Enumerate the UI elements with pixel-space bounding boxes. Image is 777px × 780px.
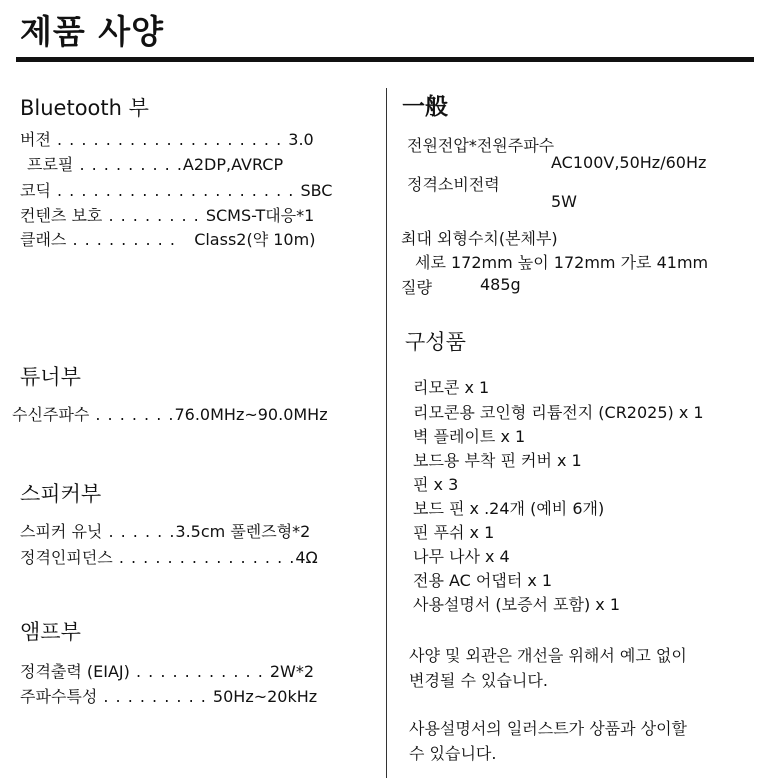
spec-label: 주파수특성	[20, 687, 98, 706]
components-heading: 구성품	[405, 330, 466, 354]
spec-value: 50Hz~20kHz	[212, 687, 318, 706]
spec-label: 컨텐츠 보호	[20, 206, 103, 225]
weight-value: 485g	[480, 275, 521, 294]
list-item: 핀 푸쉬 x 1	[413, 523, 495, 542]
spec-value: 3.0	[288, 130, 314, 149]
spec-label: 버젼	[20, 130, 51, 149]
dimension-label: 최대 외형수치(본체부)	[401, 229, 558, 248]
general-heading: 一般	[402, 94, 448, 120]
power-label: 전원전압*전원주파수	[407, 136, 555, 155]
spec-row-version: 버젼 . . . . . . . . . . . . . . . . . . . 3.0	[20, 130, 314, 149]
note-line: 사양 및 외관은 개선을 위해서 예고 없이	[409, 646, 687, 665]
spec-value: A2DP,AVRCP	[182, 155, 284, 174]
column-divider	[386, 88, 387, 778]
spec-label: 정격인피던스	[20, 548, 113, 567]
list-item: 나무 나사 x 4	[413, 547, 510, 566]
spec-value: 3.5cm 풀렌즈형*2	[175, 522, 311, 541]
note-line: 변경될 수 있습니다.	[409, 671, 548, 690]
bluetooth-heading: Bluetooth 부	[20, 96, 149, 120]
page-title: 제품 사양	[20, 12, 165, 51]
spec-value: 4Ω	[295, 548, 318, 567]
spec-row-content-protection: 컨텐츠 보호 . . . . . . . . SCMS-T대응*1	[20, 206, 315, 225]
spec-label: 코딕	[20, 181, 51, 200]
consumption-label: 정격소비전력	[407, 175, 500, 194]
spec-row-codec: 코딕 . . . . . . . . . . . . . . . . . . . . SBC	[20, 181, 333, 200]
list-item: 보드용 부착 핀 커버 x 1	[413, 451, 582, 470]
spec-row-frequency: 수신주파수 . . . . . . .76.0MHz~90.0MHz	[12, 405, 328, 424]
spec-row-speaker-unit: 스피커 유닛 . . . . . .3.5cm 풀렌즈형*2	[20, 522, 311, 541]
list-item: 리모콘 x 1	[413, 378, 490, 397]
list-item: 보드 핀 x .24개 (예비 6개)	[413, 499, 605, 518]
spec-label: 수신주파수	[12, 405, 90, 424]
spec-row-impedance: 정격인피던스 . . . . . . . . . . . . . . .4Ω	[20, 548, 318, 567]
list-item: 벽 플레이트 x 1	[413, 427, 526, 446]
spec-label: 프로필	[27, 155, 74, 174]
weight-label: 질량	[401, 278, 432, 297]
power-value: AC100V,50Hz/60Hz	[551, 153, 707, 172]
spec-value: 76.0MHz~90.0MHz	[174, 405, 328, 424]
spec-value: SCMS-T대응*1	[205, 206, 315, 225]
consumption-value: 5W	[551, 192, 577, 211]
spec-row-frequency-response: 주파수특성 . . . . . . . . . 50Hz~20kHz	[20, 687, 318, 706]
list-item: 리모콘용 코인형 리튬전지 (CR2025) x 1	[413, 403, 704, 422]
spec-value: SBC	[300, 181, 333, 200]
note-line: 사용설명서의 일러스트가 상품과 상이할	[409, 719, 688, 738]
spec-label: 클래스	[20, 230, 67, 249]
amp-heading: 앰프부	[20, 620, 81, 644]
spec-row-output: 정격출력 (EIAJ) . . . . . . . . . . . 2W*2	[20, 662, 315, 681]
spec-label: 스피커 유닛	[20, 522, 103, 541]
title-rule	[16, 57, 754, 62]
speaker-heading: 스피커부	[20, 482, 102, 506]
list-item: 전용 AC 어댑터 x 1	[413, 571, 553, 590]
list-item: 핀 x 3	[413, 475, 459, 494]
note-line: 수 있습니다.	[409, 744, 497, 763]
dimension-value: 세로 172mm 높이 172mm 가로 41mm	[415, 253, 709, 272]
spec-value: 2W*2	[269, 662, 315, 681]
spec-label: 정격출력 (EIAJ)	[20, 662, 130, 681]
spec-row-class: 클래스 . . . . . . . . . Class2(약 10m)	[20, 230, 316, 249]
spec-row-profile: 프로필 . . . . . . . . .A2DP,AVRCP	[27, 155, 284, 174]
list-item: 사용설명서 (보증서 포함) x 1	[413, 595, 621, 614]
tuner-heading: 튜너부	[20, 365, 81, 389]
spec-value: Class2(약 10m)	[194, 230, 316, 249]
